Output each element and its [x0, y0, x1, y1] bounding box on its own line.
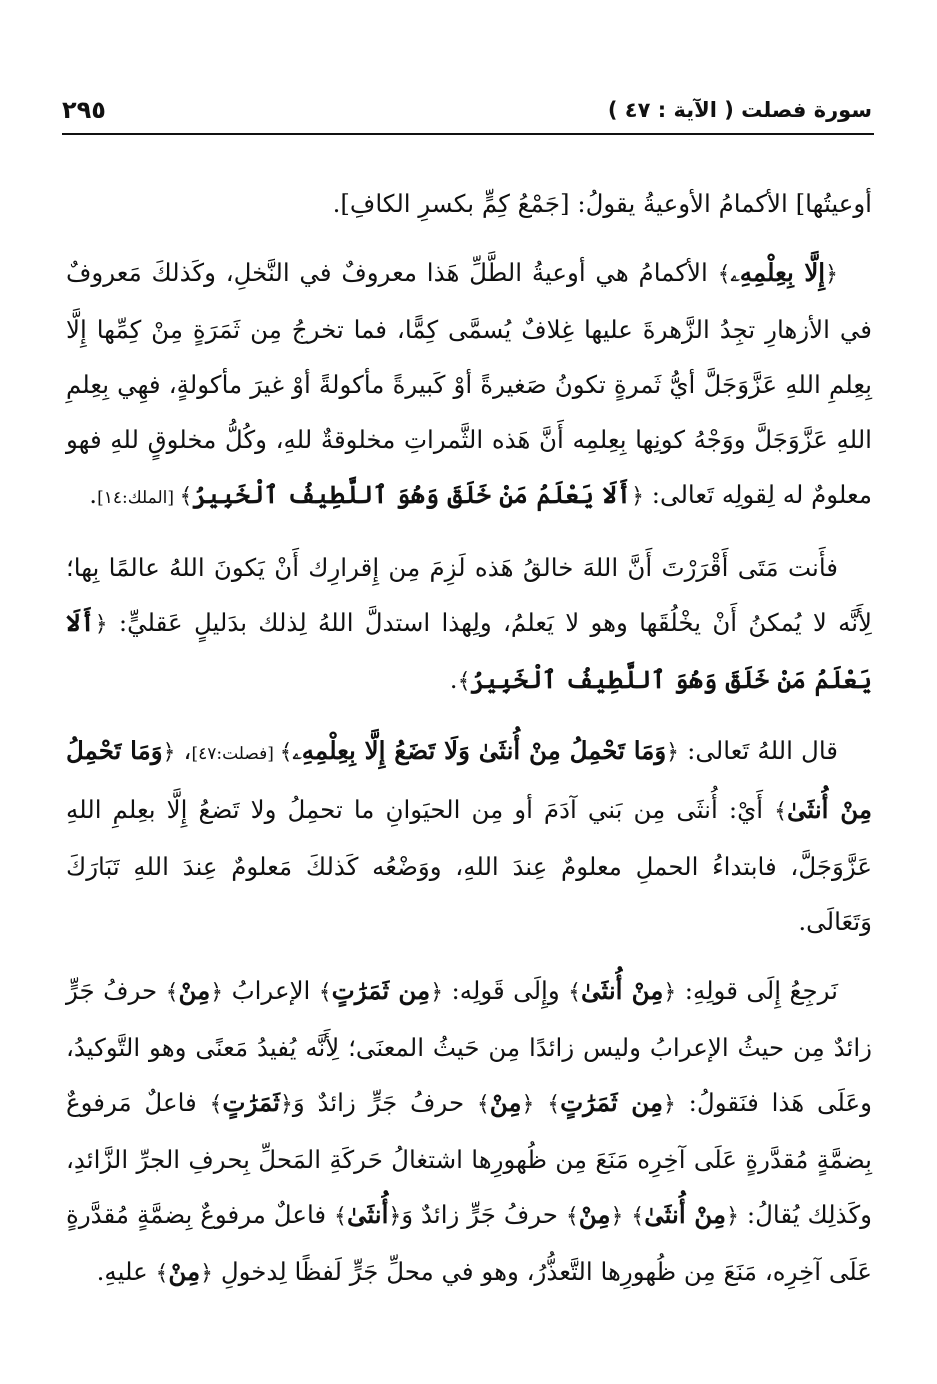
text-run: أَيْ: أُنثَى مِن بَني آدَمَ أو مِن الحيَوانِ ما تحمِلُ ولا تَضعُ إِلَّا بعِلمِ اللهِ عَزَّوَجَلَّ، فابتداءُ الحملِ معلومٌ عِندَ اللهِ، ووَضْعُه كَذلكَ مَعلومٌ عِندَ اللهِ تَبَارَكَ وَتَعَالَى. [66, 795, 872, 936]
ornate-brace: ﴾ [318, 980, 332, 1005]
page-number: ٢٩٥ [62, 96, 106, 124]
surah-label: سورة فصلت ( الآية : ٤٧ ) [607, 98, 872, 122]
quran-quote: أُنثَىٰ [346, 1200, 389, 1229]
quran-quote: إِلَّا بِعِلْمِهِۦ [730, 258, 826, 287]
ornate-brace: ﴿ [210, 980, 224, 1005]
quran-quote: ثَمَرَٰتٍ [222, 1088, 280, 1117]
text-run [534, 1088, 547, 1117]
ornate-brace: ﴾ [279, 740, 293, 765]
text-run: حرفُ جَرٍّ زائدٌ وَ [401, 1200, 566, 1229]
ornate-brace: ﴿ [162, 740, 176, 765]
verse-reference: [فصلت:٤٧] [191, 744, 280, 764]
quran-quote: مِنْ [489, 1088, 522, 1117]
paragraph [66, 245, 872, 526]
quran-quote: مِن ثَمَرَٰتٍ [560, 1088, 663, 1117]
quran-quote: مِنْ [168, 1257, 201, 1286]
text-run: نَرجِعُ إِلَى قولِهِ: [676, 976, 838, 1005]
quran-quote: وَمَا تَحْمِلُ مِنْ أُنثَىٰ وَلَا تَضَعُ إِلَّا بِعِلْمِهِۦ [292, 736, 667, 765]
paragraph [66, 723, 872, 949]
ornate-brace: ﴿ [663, 980, 677, 1005]
text-run: حرفُ جَرٍّ زائدٌ مِن حيثُ الإعرابُ وليس زائدًا مِن حَيثُ المعنَى؛ لِأَنَّه يُفيدُ مَعنًى وهو التَّوكيدُ، وعَلَى هَذا فنَقولُ: [66, 976, 872, 1117]
ornate-brace: ﴾ [165, 980, 179, 1005]
page-header [62, 96, 872, 132]
quran-quote: أَلَا يَعْلَمُ مَنْ خَلَقَ وَهُوَ ٱللَّطِيفُ ٱلْخَبِيرُ [192, 480, 632, 509]
text-run: وإِلَى قَولِه: [443, 976, 569, 1005]
text-run: قال اللهُ تَعالى: [679, 736, 838, 765]
body-text [66, 176, 872, 1315]
ornate-brace: ﴾ [155, 1261, 169, 1286]
ornate-brace: ﴾ [565, 1204, 579, 1229]
ornate-brace: ﴿ [662, 1092, 676, 1117]
ornate-brace: ﴿ [610, 1204, 624, 1229]
ornate-brace: ﴿ [825, 262, 838, 287]
ornate-brace: ﴾ [209, 1092, 223, 1117]
quran-quote: مِن ثَمَرَٰتٍ [331, 976, 431, 1005]
ornate-brace: ﴾ [179, 484, 193, 509]
ornate-brace: ﴾ [457, 669, 471, 694]
text-run: أوعيتُها] الأكمامُ الأوعيةُ يقولُ: [جَمْعُ كِمٍّ بكسرِ الكافِ]. [332, 189, 872, 218]
ornate-brace: ﴿ [726, 1204, 739, 1229]
text-run: فأَنت مَتَى أَقْرَرْتَ أَنَّ اللهَ خالقُ هَذه لَزِمَ مِن إِقرارِك أَنْ يَكونَ اللهُ عالمًا بِها؛ لِأَنَّه لا يُمكنُ أَنْ يخْلُقَها وهو لا يَعلمُ، ولِهذا استدلَّ اللهُ لِذلك بدَليلٍ عَقليٍّ: [66, 553, 872, 637]
text-run: فاعلٌ مَرفوعٌ بِضمَّةٍ مُقدَّرةٍ عَلَى آخِرِه مَنَعَ مِن ظُهورِها اشتغالُ حَركَةِ المَحلِّ بِحرفِ الجرِّ الزَّائدِ، وكَذلِك يُقالُ: [66, 1088, 872, 1229]
quran-quote: أَلَا يَعْلَمُ مَنْ خَلَقَ وَهُوَ ٱللَّطِيفُ ٱلْخَبِيرُ [66, 608, 872, 694]
paragraph [66, 540, 872, 709]
text-run: الأكمامُ هي أوعيةُ الطَّلِّ هَذا معروفٌ في النَّخلِ، وكَذلكَ مَعروفٌ في الأزهارِ تجِدُ الزَّهرةَ عليها غِلافٌ يُسمَّى كِمًّا، فما تخرجُ مِن ثَمَرَةٍ مِنْ كِمِّها إِلَّا بِعِلمِ اللهِ عَزَّوَجَلَّ أيُّ ثَمرةٍ تكونُ صَغيرةً أوْ كَبيرةً مأكولةً أوْ غيرَ مأكولةٍ، فهِي بِعِلمِ اللهِ عَزَّوَجَلَّ ووَجْهُ كونِها بِعِلمِه أَنَّ هَذه الثَّمراتِ مخلوقةٌ للهِ، وكُلُّ مخلوقٍ للهِ فهو معلومٌ له لِقولِه تَعالى: [66, 258, 872, 509]
ornate-brace: ﴿ [521, 1092, 535, 1117]
ornate-brace: ﴿ [631, 484, 644, 509]
ornate-brace: ﴿ [430, 980, 444, 1005]
text-run: الإعرابُ [223, 976, 319, 1005]
header-rule [62, 133, 874, 135]
text-run: . [89, 480, 98, 509]
ornate-brace: ﴿ [280, 1092, 293, 1117]
text-run: . [449, 665, 458, 694]
ornate-brace: ﴾ [547, 1092, 561, 1117]
ornate-brace: ﴾ [476, 1092, 490, 1117]
ornate-brace: ﴾ [568, 980, 581, 1005]
quran-quote: وَمَا تَحْمِلُ مِنْ أُنثَىٰ [66, 736, 872, 824]
ornate-brace: ﴾ [631, 1204, 645, 1229]
quran-quote: مِنْ أُنثَىٰ [581, 976, 664, 1005]
text-run: فاعلٌ مرفوعٌ بِضمَّةٍ مُقدَّرةٍ عَلَى آخِرِه، مَنَعَ مِن ظُهورِها التَّعذُّرُ، وهو في محلِّ جَرٍّ لَفظًا لِدخولِ [66, 1200, 872, 1286]
verse-reference: [الملك:١٤] [97, 488, 180, 508]
ornate-brace: ﴾ [774, 799, 787, 824]
quran-quote: مِنْ أُنثَىٰ [644, 1200, 727, 1229]
ornate-brace: ﴿ [200, 1261, 214, 1286]
ornate-brace: ﴿ [666, 740, 680, 765]
ornate-brace: ﴿ [388, 1204, 402, 1229]
text-run: حرفُ جَرٍّ زائدٌ وَ [292, 1088, 477, 1117]
paragraph [66, 176, 872, 231]
text-run: ، [175, 736, 192, 765]
text-run: عليهِ. [96, 1257, 156, 1286]
ornate-brace: ﴿ [94, 612, 108, 637]
quran-quote: مِنْ [578, 1200, 611, 1229]
ornate-brace: ﴾ [717, 262, 731, 287]
ornate-brace: ﴾ [334, 1204, 347, 1229]
quran-quote: مِنْ [178, 976, 211, 1005]
paragraph [66, 963, 872, 1301]
